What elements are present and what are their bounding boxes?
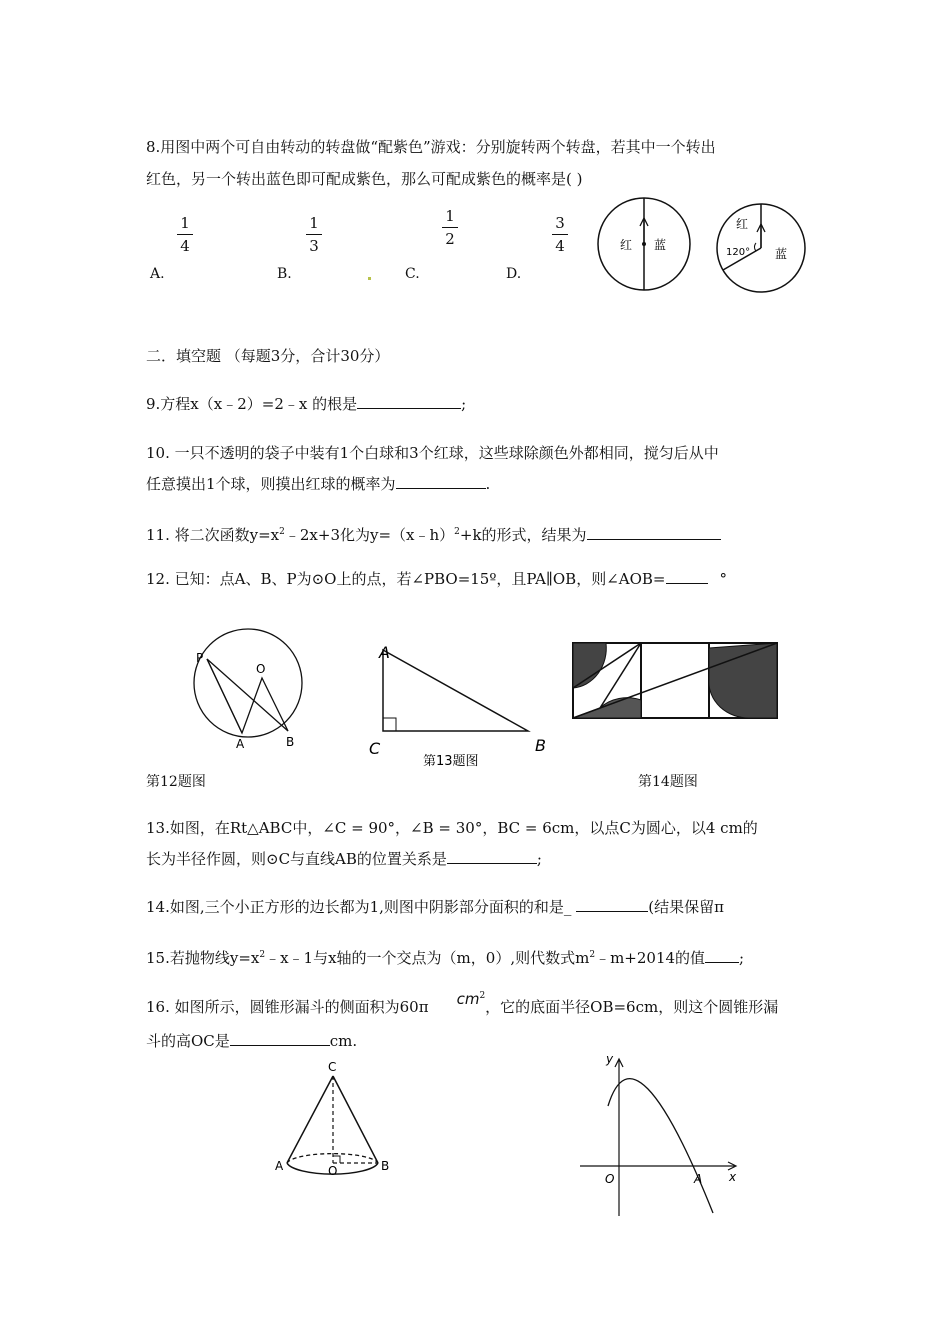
q13-end: ; [536,850,542,868]
q15-sup2: 2 [589,950,596,960]
q11-pre: 11. 将二次函数y=x [146,526,280,544]
parabola-A-label: A [694,1172,703,1186]
fig12-B: B [286,735,295,749]
q15-pre: 15.若抛物线y=x [146,949,260,967]
fig14-caption: 第14题图 [638,774,698,790]
fig16-O: O [328,1164,338,1178]
q16-unit-sup: 2 [479,991,486,1001]
q10-line2-text: 任意摸出1个球，则摸出红球的概率为 [146,475,396,493]
q9-end: ; [461,395,467,413]
option-d-den: 4 [555,237,565,255]
q15-end: ; [739,949,745,967]
option-b-num: 1 [309,214,319,232]
q11-mid: ﹣2x+3化为y=（x﹣h） [284,526,455,544]
fig13-C: C [369,739,381,758]
q11-sup2: 2 [454,527,460,537]
spinner1-red-label: 红 [620,238,633,252]
figure-13 [365,640,565,775]
spinners-figure [596,196,816,296]
section-title: 二．填空题 （每题3分，合计30分） [146,347,390,365]
q14-post: (结果保留π [648,898,724,916]
option-b-label: B. [277,266,292,282]
q13-line2 [146,849,542,869]
fig12-P: P [196,651,204,665]
q16-end: cm. [329,1032,358,1050]
spinner-2 [717,204,805,292]
q10-end: . [485,475,491,493]
q16-line2-text: 斗的高OC是 [146,1032,230,1050]
fig16-A: A [275,1159,284,1173]
q16-line1a: 16. 如图所示，圆锥形漏斗的侧面积为60π [146,998,429,1016]
q16-line1 [146,990,779,1017]
spinner2-red-label: 红 [736,217,749,231]
fig12-caption: 第12题图 [146,774,206,790]
q16-blank [230,1031,330,1046]
q12-blank [666,569,708,584]
spinner-1 [598,198,690,290]
option-c-num: 1 [445,207,455,225]
fig13-caption: 第13题图 [423,754,479,769]
fig13-A: A [379,643,390,662]
option-a-den: 4 [180,237,190,255]
option-b-den: 3 [309,237,319,255]
option-d-fraction [550,214,570,255]
q16-line2 [146,1031,357,1051]
q11-blank [587,525,721,540]
q12 [146,569,727,589]
figure-16-cone [270,1058,400,1183]
spinner1-blue-label: 蓝 [654,238,667,252]
option-c-label: C. [405,266,420,282]
q15 [146,945,744,968]
q15-post: ﹣m+2014的值 [595,949,706,967]
q9 [146,394,466,414]
option-d-label: D. [506,266,522,282]
parabola-x-label: x [729,1170,737,1184]
q9-blank [357,394,461,409]
q15-sup1: 2 [259,950,266,960]
q8-line2: 红色，另一个转出蓝色即可配成紫色，那么可配成紫色的概率是( ) [146,170,583,188]
q11-sup1: 2 [279,527,285,537]
q12-end: ° [719,570,727,588]
option-b-fraction [304,214,324,255]
q11-post: +k的形式，结果为 [459,526,587,544]
option-a-label: A. [150,266,165,282]
option-c-den: 2 [445,230,455,248]
stray-dot [368,277,371,280]
q11 [146,522,721,545]
q10-line1: 10. 一只不透明的袋子中装有1个白球和3个红球，这些球除颜色外都相同，搅匀后从中 [146,444,719,462]
q14 [146,897,724,917]
parabola-O-label: O [605,1172,615,1186]
option-c-fraction [440,207,460,248]
q13-line1: 13.如图，在Rt△ABC中，∠C = 90°，∠B = 30°，BC = 6cm，以点C为圆心，以4 cm的 [146,819,758,837]
fig13-B: B [535,736,546,755]
option-d-num: 3 [555,214,565,232]
spinner2-blue-label: 蓝 [775,247,788,261]
q13-line2-text: 长为半径作圆，则⊙C与直线AB的位置关系是 [146,850,447,868]
q8-line1: 8.用图中两个可自由转动的转盘做“配紫色”游戏：分别旋转两个转盘，若其中一个转出 [146,138,716,156]
figure-12 [190,615,310,755]
fig16-B: B [381,1159,390,1173]
option-a-num: 1 [180,214,190,232]
figure-parabola [575,1048,750,1223]
q15-blank [705,948,739,963]
q14-blank [576,897,648,912]
figure-14 [570,640,782,722]
fig12-O: O [256,662,266,676]
q15-mid: ﹣x﹣1与x轴的一个交点为（m，0）,则代数式m [265,949,590,967]
q16-line1b: ，它的底面半径OB=6cm，则这个圆锥形漏 [485,998,779,1016]
fig12-A: A [236,737,245,751]
q10-line2 [146,474,490,494]
q14-text: 14.如图,三个小正方形的边长都为1,则图中阴影部分面积的和是_ [146,898,572,916]
q10-blank [396,474,486,489]
parabola-y-label: y [606,1052,614,1066]
spinner2-angle-label: 120° [726,247,751,258]
q9-text: 9.方程x（x﹣2）=2﹣x 的根是 [146,395,358,413]
q16-unit: cm [456,990,480,1008]
option-a-fraction [175,214,195,255]
q12-text: 12. 已知：点A、B、P为⊙O上的点，若∠PBO=15º，且PA∥OB，则∠AOB= [146,570,666,588]
fig16-C: C [328,1060,337,1074]
q13-blank [447,849,537,864]
